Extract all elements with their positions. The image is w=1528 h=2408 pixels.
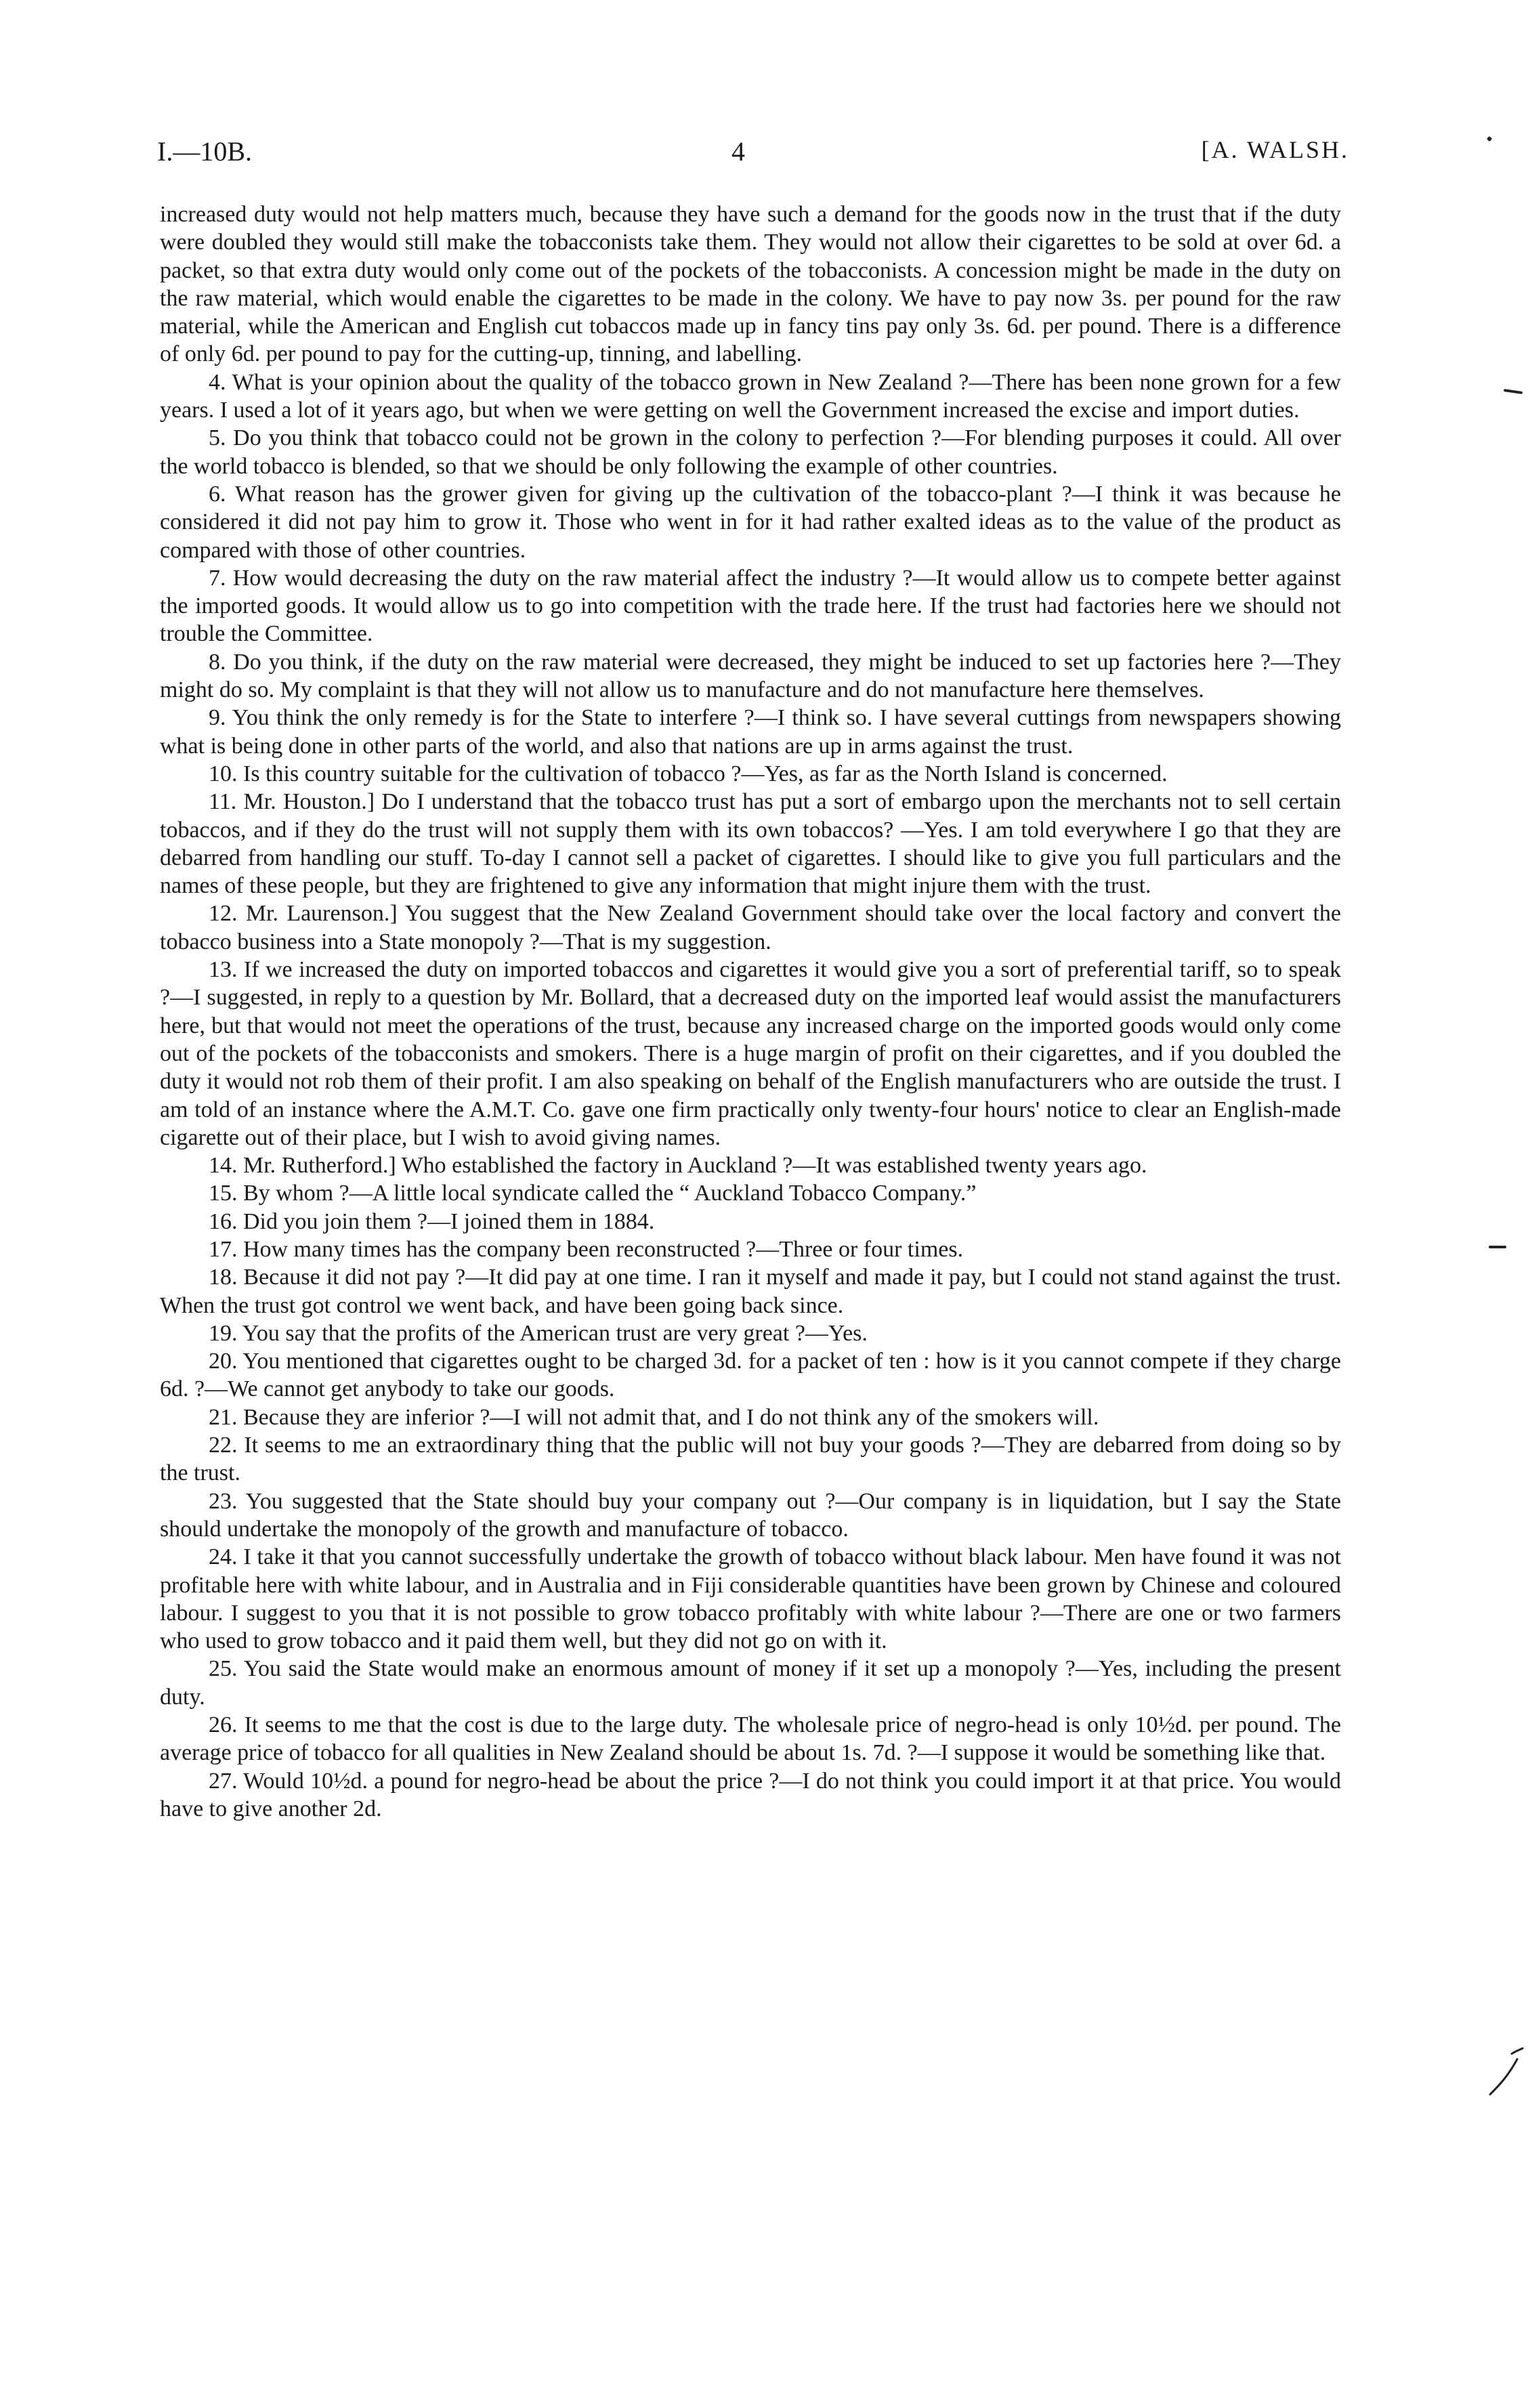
question-6: 6. What reason has the grower given for giving up the cultivation of the tobacco-plant ?—I think it was because he considered it did not pay him to grow it. Those who went in for it had rather exalted ideas as to the value of the product as compared with those of other countries. (160, 481, 1341, 563)
question-8: 8. Do you think, if the duty on the raw material were decreased, they might be induced to set up factories here ?—They might do so. My complaint is that they will not allow us to manufacture and do not manufacture here themselves. (160, 649, 1341, 703)
evidence-text (160, 200, 1341, 1823)
question-22: 22. It seems to me an extraordinary thing that the public will not buy your goods ?—They are debarred from doing so by the trust. (160, 1433, 1341, 1486)
margin-dash-mark (1504, 389, 1523, 394)
question-4: 4. What is your opinion about the quality of the tobacco grown in New Zealand ?—There has been none grown for a few years. I used a lot of it years ago, but when we were getting on well the Government increased the excise and import duties. (160, 369, 1341, 423)
page-number: 4 (731, 136, 745, 167)
question-10: 10. Is this country suitable for the cultivation of tobacco ?—Yes, as far as the North Island is concerned. (209, 761, 1168, 786)
question-11: 11. Mr. Houston.] Do I understand that the tobacco trust has put a sort of embargo upon the merchants not to sell certain tobaccos, and if they do the trust will not supply them with its own tobaccos? —Yes. I am told everywhere I go that they are debarred from handling our stuff. To-day I cannot sell a packet of cigarettes. I should like to give you full particulars and the names of these people, but they are frightened to give any information that might injure them with the trust. (160, 789, 1341, 899)
question-24: 24. I take it that you cannot successfully undertake the growth of tobacco without black labour. Men have found it was not profitable here with white labour, and in Australia and in Fiji considerable quantities have been grown by Chinese and coloured labour. I suggest to you that it is not possible to grow tobacco profitably with white labour ?—There are one or two farmers who used to grow tobacco and it paid them well, but they did not go on with it. (160, 1544, 1341, 1654)
corner-speck (1487, 136, 1492, 142)
question-9: 9. You think the only remedy is for the State to interfere ?—I think so. I have several cuttings from newspapers showing what is being done in other parts of the world, and also that nations are up in arms against the trust. (160, 705, 1341, 759)
question-14: 14. Mr. Rutherford.] Who established the factory in Auckland ?—It was established twenty years ago. (209, 1153, 1147, 1179)
question-18: 18. Because it did not pay ?—It did pay at one time. I ran it myself and made it pay, but I could not stand against the trust. When the trust got control we went back, and have been going back since. (160, 1265, 1341, 1318)
question-26: 26. It seems to me that the cost is due to the large duty. The wholesale price of negro-head is only 10½d. per pound. The average price of tobacco for all qualities in New Zealand should be about 1s. 7d. ?—I suppose it would be something like that. (160, 1712, 1341, 1766)
question-7: 7. How would decreasing the duty on the raw material affect the industry ?—It would allow us to compete better against the imported goods. It would allow us to go into competition with the trade here. If the trust had factories here we should not trouble the Committee. (160, 565, 1341, 647)
witness-name: [A. WALSH. (1201, 136, 1349, 163)
question-17: 17. How many times has the company been reconstructed ?—Three or four times. (209, 1236, 964, 1262)
question-19: 19. You say that the profits of the American trust are very great ?—Yes. (209, 1320, 868, 1346)
question-25: 25. You said the State would make an enormous amount of money if it set up a monopoly ?—Yes, including the present duty. (160, 1656, 1341, 1710)
question-12: 12. Mr. Laurenson.] You suggest that the New Zealand Government should take over the local factory and convert the tobacco business into a State monopoly ?—That is my suggestion. (160, 901, 1341, 954)
margin-dash-mark (1489, 1246, 1506, 1248)
running-header (157, 135, 1349, 176)
paper-reference: I.—10B. (157, 136, 252, 167)
question-20: 20. You mentioned that cigarettes ought to be charged 3d. for a packet of ten : how is it you cannot compete if they charge 6d. ?—We cannot get anybody to take our goods. (160, 1349, 1341, 1402)
question-13: 13. If we increased the duty on imported tobaccos and cigarettes it would give you a sort of preferential tariff, so to speak ?—I suggested, in reply to a question by Mr. Bollard, that a decreased duty on the imported leaf would assist the manufacturers here, but that would not meet the operations of the trust, because any increased charge on the imported goods would only come out of the pockets of the tobacconists and smokers. There is a huge margin of profit on their cigarettes, and if you doubled the duty it would not rob them of their profit. I am also speaking on behalf of the English manufacturers who are outside the trust. I am told of an instance where the A.M.T. Co. gave one firm practically only twenty-four hours' notice to clear an English-made cigarette out of their place, but I wish to avoid giving names. (160, 957, 1341, 1150)
margin-tick-mark (1485, 2039, 1525, 2100)
question-27: 27. Would 10½d. a pound for negro-head be about the price ?—I do not think you could import it at that price. You would have to give another 2d. (160, 1768, 1341, 1821)
paragraph-continuation: increased duty would not help matters much, because they have such a demand for the goods now in the trust that if the duty were doubled they would still make the tobacconists take them. They would not allow their cigarettes to be sold at over 6d. a packet, so that extra duty would only come out of the pockets of the tobacconists. A concession might be made in the duty on the raw material, which would enable the cigarettes to be made in the colony. We have to pay now 3s. per pound for the raw material, while the American and English cut tobaccos made up in fancy tins pay only 3s. 6d. per pound. There is a difference of only 6d. per pound to pay for the cutting-up, tinning, and labelling. (160, 202, 1341, 367)
question-5: 5. Do you think that tobacco could not be grown in the colony to perfection ?—For blending purposes it could. All over the world tobacco is blended, so that we should be only following the example of other countries. (160, 425, 1341, 479)
question-16: 16. Did you join them ?—I joined them in 1884. (209, 1208, 655, 1234)
question-15: 15. By whom ?—A little local syndicate called the “ Auckland Tobacco Company.” (209, 1181, 977, 1206)
question-21: 21. Because they are inferior ?—I will not admit that, and I do not think any of the smokers will. (209, 1404, 1099, 1430)
question-23: 23. You suggested that the State should buy your company out ?—Our company is in liquidation, but I say the State should undertake the monopoly of the growth and manufacture of tobacco. (160, 1488, 1341, 1542)
